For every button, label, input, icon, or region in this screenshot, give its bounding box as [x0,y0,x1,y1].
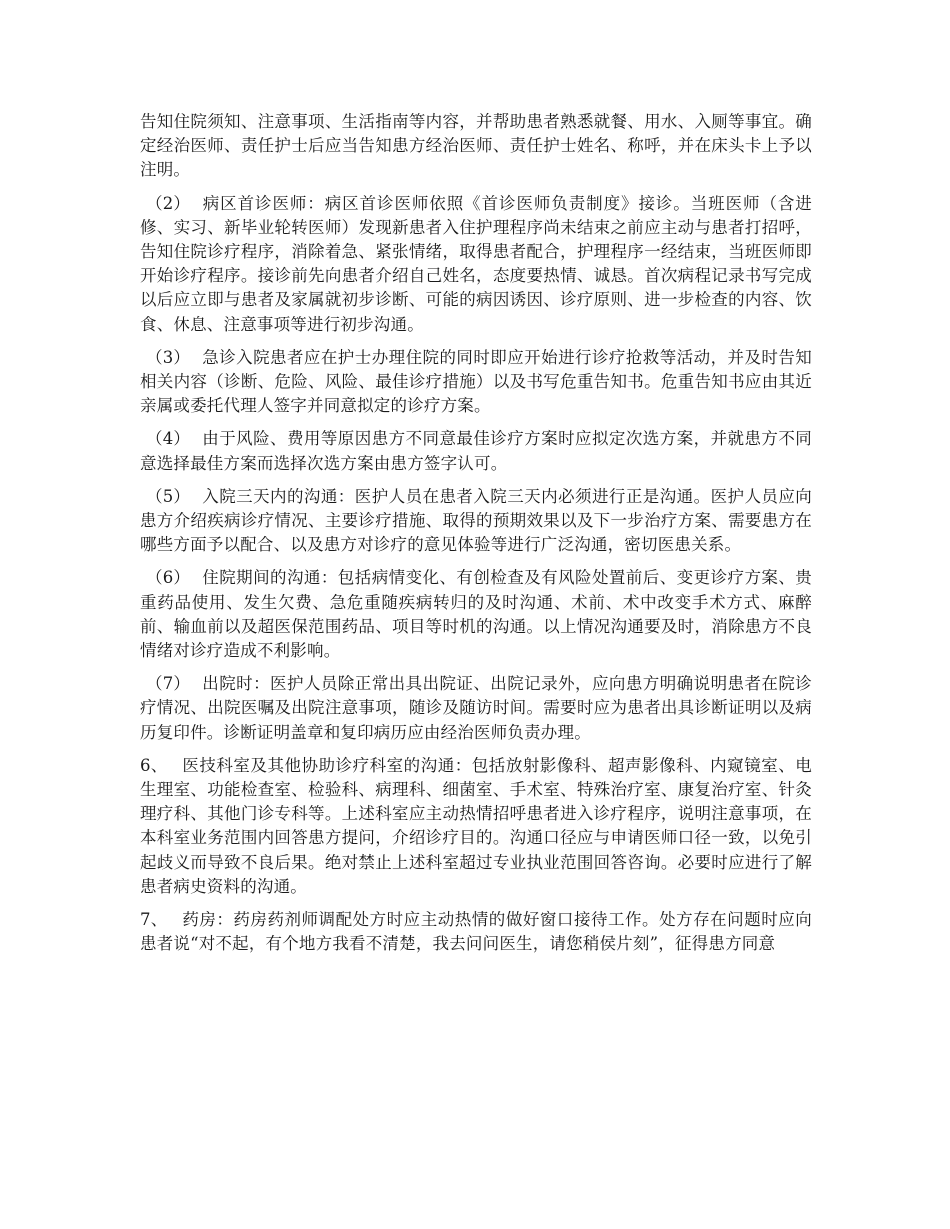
list-item-4 [140,427,812,475]
item-number: （3） [146,347,191,367]
item-number: （5） [146,486,191,506]
item-number: （2） [146,193,191,213]
list-item-5 [140,485,812,558]
section-6 [140,754,812,899]
section-7 [140,908,812,956]
list-item-6 [140,566,812,663]
intro-paragraph: 告知住院须知、注意事项、生活指南等内容，并帮助患者熟悉就餐、用水、入厕等事宜。确定经治医师、责任护士后应当告知患方经治医师、责任护士姓名、称呼，并在床头卡上予以注明。 [140,112,812,180]
section-text: 医技科室及其他协助诊疗科室的沟通：包括放射影像科、超声影像科、内窥镜室、电生理室、功能检查室、检验科、病理科、细菌室、手术室、特殊治疗室、康复治疗室、针灸理疗科、其他门诊专科等。上述科室应主动热情招呼患者进入诊疗程序，说明注意事项，在本科室业务范围内回答患方提问，介绍诊疗目的。沟通口径应与申请医师口径一致，以免引起歧义而导致不良后果。绝对禁止上述科室超过专业执业范围回答咨询。必要时应进行了解患者病史资料的沟通。 [140,755,812,896]
list-item-3 [140,346,812,419]
document-page [140,110,812,966]
section-text: 药房：药房药剂师调配处方时应主动热情的做好窗口接待工作。处方存在问题时应向患者说“对不起，有个地方我看不清楚，我去问问医生，请您稍侯片刻”，征得患方同意 [140,910,812,954]
item-text: 由于风险、费用等原因患方不同意最佳诊疗方案时应拟定次选方案，并就患方不同意选择最佳方案而选择次选方案由患方签字认可。 [140,429,812,473]
item-text: 出院时：医护人员除正常出具出院证、出院记录外，应向患方明确说明患者在院诊疗情况、出院医嘱及出院注意事项，随诊及随访时间。需要时应为患者出具诊断证明以及病历复印件。诊断证明盖章和复印病历应由经治医师负责办理。 [140,674,812,742]
item-number: （4） [146,429,191,449]
item-text: 急诊入院患者应在护士办理住院的同时即应开始进行诊疗抢救等活动，并及时告知相关内容（诊断、危险、风险、最佳诊疗措施）以及书写危重告知书。危重告知书应由其近亲属或委托代理人签字并同意拟定的诊疗方案。 [140,347,812,416]
item-number: （6） [146,568,191,588]
item-text: 住院期间的沟通：包括病情变化、有创检查及有风险处置前后、变更诊疗方案、贵重药品使用、发生欠费、急危重随疾病转归的及时沟通、术前、术中改变手术方式、麻醉前、输血前以及超医保范围药品、项目等时机的沟通。以上情况沟通要及时，消除患方不良情绪对诊疗造成不利影响。 [140,568,812,661]
list-item-2 [140,192,812,337]
section-number: 7、 [140,910,168,930]
item-number: （7） [146,674,191,694]
item-text: 入院三天内的沟通：医护人员在患者入院三天内必须进行正是沟通。医护人员应向患方介绍疾病诊疗情况、主要诊疗措施、取得的预期效果以及下一步治疗方案、需要患方在哪些方面予以配合、以及患方对诊疗的意见体验等进行广泛沟通，密切医患关系。 [140,486,812,555]
list-item-7 [140,672,812,745]
section-number: 6、 [140,755,168,775]
item-text: 病区首诊医师：病区首诊医师依照《首诊医师负责制度》接诊。当班医师（含进修、实习、新毕业轮转医师）发现新患者入住护理程序尚未结束之前应主动与患者打招呼，告知住院诊疗程序，消除着急、紧张情绪，取得患者配合，护理程序一经结束，当班医师即开始诊疗程序。接诊前先向患者介绍自己姓名，态度要热情、诚恳。首次病程记录书写完成以后应立即与患者及家属就初步诊断、可能的病因诱因、诊疗原则、进一步检查的内容、饮食、休息、注意事项等进行初步沟通。 [140,193,812,334]
